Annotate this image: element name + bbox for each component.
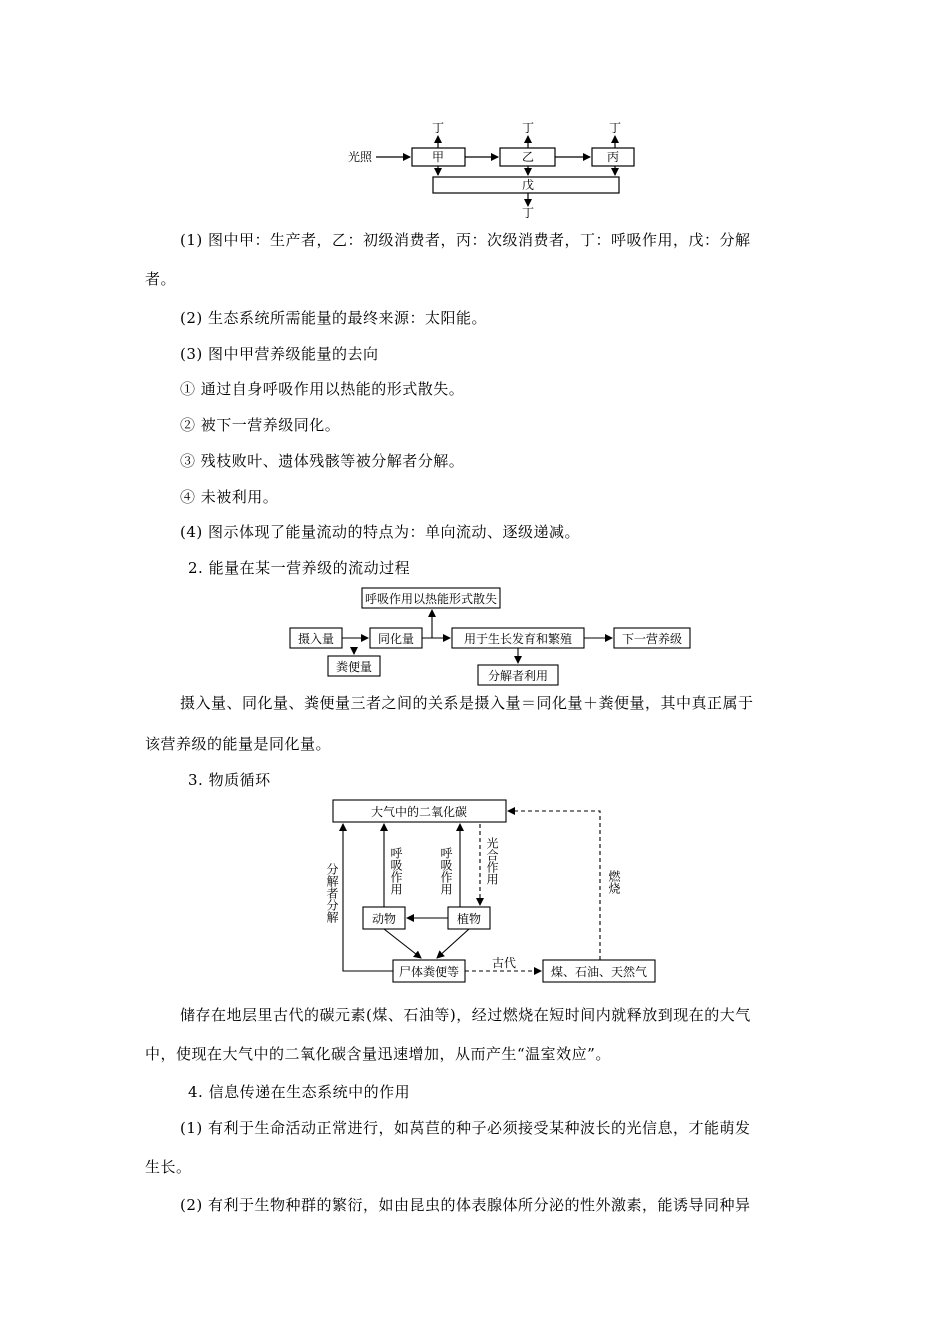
photosynthesis-label: 光合作用 [485, 837, 499, 885]
sec3-heading: 3. 物质循环 [188, 771, 271, 789]
ding-label-3: 丁 [608, 121, 622, 135]
sec1-p2: (2) 生态系统所需能量的最终来源：太阳能。 [180, 309, 488, 327]
sec4-p1a: (1) 有利于生命活动正常进行，如莴苣的种子必须接受某种波长的光信息，才能萌发 [180, 1119, 751, 1137]
intake-label: 摄入量 [297, 632, 335, 646]
sec4-p2: (2) 有利于生物种群的繁衍，如由昆虫的体表腺体所分泌的性外激素，能诱导同种异 [180, 1196, 751, 1214]
sec1-item4: ④ 未被利用。 [180, 488, 279, 506]
sec2-p1b: 该营养级的能量是同化量。 [145, 735, 332, 753]
sec1-item3: ③ 残枝败叶、遗体残骸等被分解者分解。 [180, 452, 465, 470]
energy-flow-diagram [330, 118, 650, 220]
ding-label-4: 丁 [521, 206, 535, 220]
plant-label: 植物 [456, 912, 482, 926]
decomposer-label: 分解者利用 [487, 669, 549, 683]
next-level-label: 下一营养级 [621, 632, 683, 646]
respiration-label: 呼吸作用以热能形式散失 [364, 592, 498, 606]
sec1-p1b: 者。 [145, 270, 177, 288]
sec1-item1: ① 通过自身呼吸作用以热能的形式散失。 [180, 380, 465, 398]
light-label: 光照 [347, 150, 373, 164]
sec1-p4: (4) 图示体现了能量流动的特点为：单向流动、逐级递减。 [180, 523, 581, 541]
fossil-label: 煤、石油、天然气 [550, 965, 648, 979]
sec4-heading: 4. 信息传递在生态系统中的作用 [188, 1083, 411, 1101]
assimilation-label: 同化量 [377, 632, 415, 646]
jia-label: 甲 [431, 150, 445, 164]
carbon-cycle-diagram [318, 795, 668, 985]
respiration-label-2: 呼吸作用 [439, 847, 453, 895]
sec2-heading: 2. 能量在某一营养级的流动过程 [188, 559, 411, 577]
remains-label: 尸体粪便等 [398, 965, 460, 979]
growth-label: 用于生长发育和繁殖 [463, 632, 573, 646]
co2-label: 大气中的二氧化碳 [370, 805, 468, 819]
wu-label: 戊 [521, 178, 535, 192]
bing-label: 丙 [606, 150, 620, 164]
ding-label-2: 丁 [521, 121, 535, 135]
decomposer-decomp-label: 分解者分解 [325, 863, 339, 923]
burn-label: 燃烧 [607, 870, 621, 894]
sec1-p1a: (1) 图中甲：生产者，乙：初级消费者，丙：次级消费者，丁：呼吸作用，戊：分解 [180, 231, 751, 249]
sec2-p1a: 摄入量、同化量、粪便量三者之间的关系是摄入量＝同化量＋粪便量，其中真正属于 [180, 694, 754, 712]
sec3-p1a: 储存在地层里古代的碳元素(煤、石油等)，经过燃烧在短时间内就释放到现在的大气 [180, 1006, 751, 1024]
animal-label: 动物 [371, 912, 397, 926]
sec4-p1b: 生长。 [145, 1158, 192, 1176]
ancient-label: 古代 [491, 956, 517, 970]
ding-label-1: 丁 [431, 121, 445, 135]
sec1-p3: (3) 图中甲营养级能量的去向 [180, 345, 379, 363]
yi-label: 乙 [521, 150, 535, 164]
trophic-level-diagram [280, 586, 700, 686]
sec3-p1b: 中，使现在大气中的二氧化碳含量迅速增加，从而产生“温室效应”。 [145, 1045, 611, 1063]
respiration-label-1: 呼吸作用 [389, 847, 403, 895]
feces-label: 粪便量 [335, 660, 373, 674]
sec1-item2: ② 被下一营养级同化。 [180, 416, 341, 434]
